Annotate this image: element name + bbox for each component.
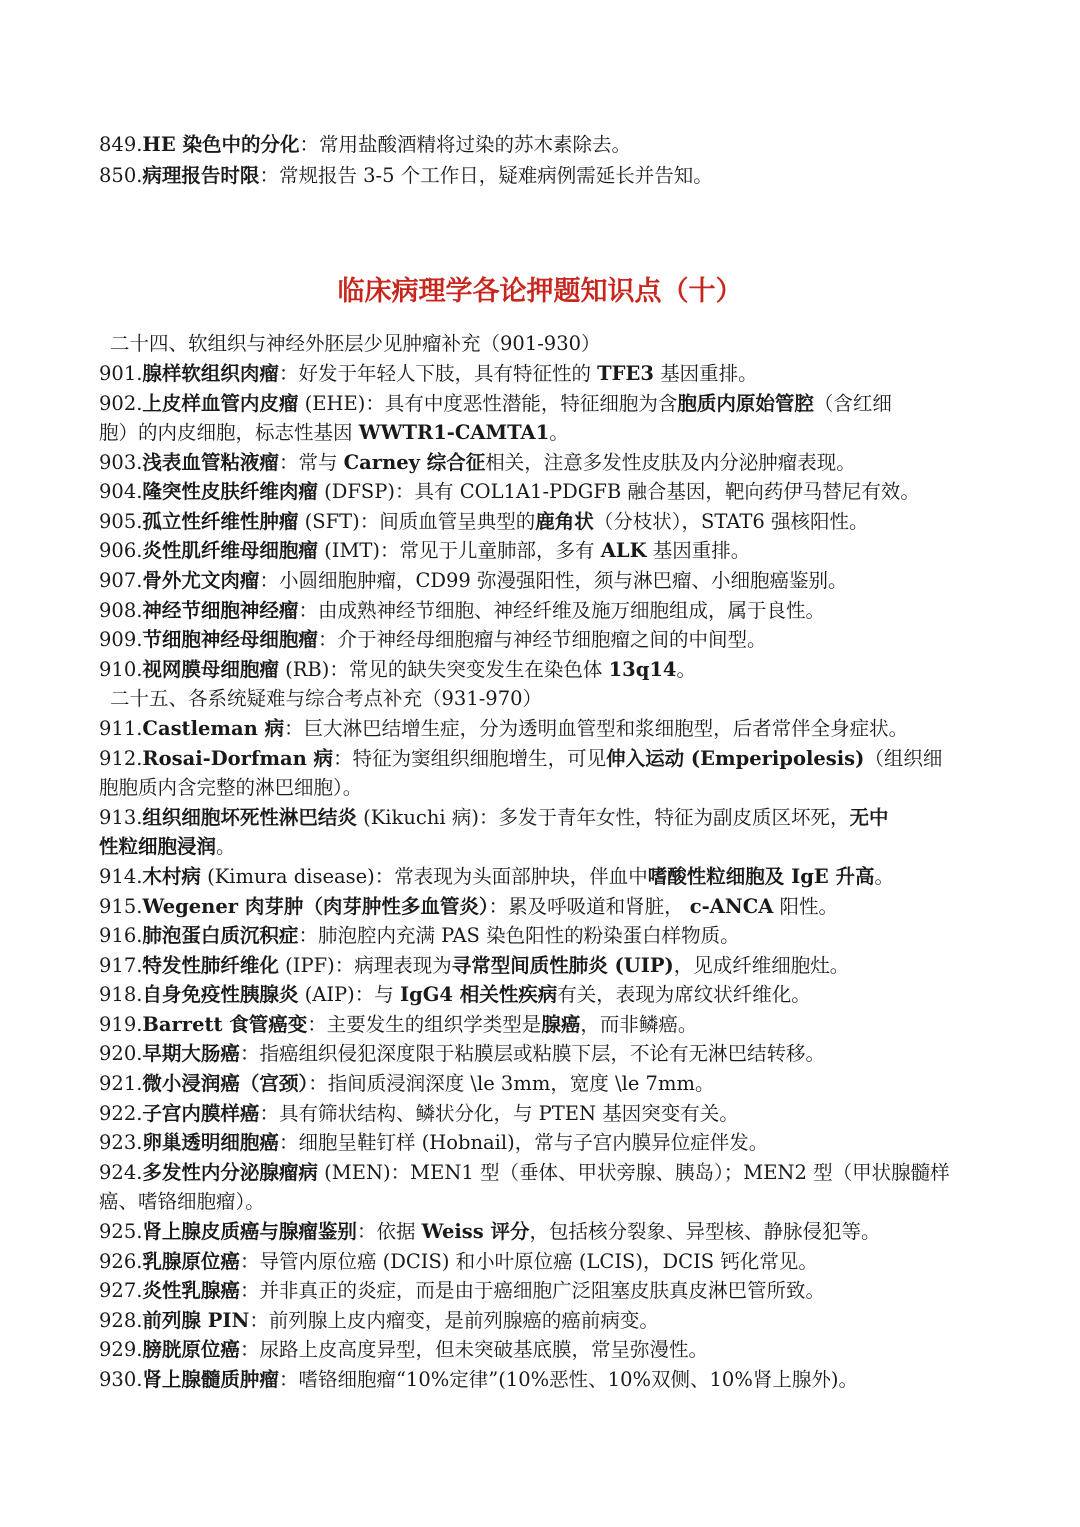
entry-text: ：导管内原位癌 (DCIS) 和小叶原位癌 (LCIS)，DCIS 钙化常见。 [239, 1250, 818, 1273]
entry-text: 927. [99, 1279, 143, 1302]
entry-text: 926. [99, 1250, 143, 1273]
entry-text: 923. [99, 1131, 143, 1154]
entry-text: 癌、嗜铬细胞瘤）。 [99, 1190, 265, 1213]
entry-term: 病理报告时限 [142, 164, 260, 187]
entry-text: （分枝状），STAT6 强核阳性。 [593, 510, 869, 533]
entry-line [99, 803, 1040, 833]
entry-text: 909. [99, 628, 143, 651]
entry-text: (AIP)：与 [298, 983, 400, 1006]
entry-term: 膀胱原位癌 [142, 1338, 240, 1361]
entry-text: (IPF)：病理表现为 [278, 954, 452, 977]
entry-term: 木村病 [142, 865, 201, 888]
entry-text: 919. [99, 1013, 143, 1036]
entry-text: (RB)：常见的缺失突变发生在染色体 [278, 658, 609, 681]
entry-text: ，而非鳞癌。 [580, 1013, 698, 1036]
entry-term: Wegener 肉芽肿（肉芽肿性多血管炎） [142, 895, 489, 918]
entry-term: 微小浸润癌（宫颈） [142, 1072, 309, 1095]
entry-continuation [99, 832, 1040, 862]
entry-term: 乳腺原位癌 [142, 1250, 240, 1273]
entry-text: 904. [99, 480, 143, 503]
entry-term: 嗜酸性粒细胞及 IgE 升高 [647, 865, 875, 888]
entry-term: 骨外尤文肉瘤 [142, 569, 260, 592]
entry-term: 早期大肠癌 [142, 1042, 240, 1065]
entry-term: 腺样软组织肉瘤 [142, 362, 279, 385]
entry-text: 918. [99, 983, 143, 1006]
entry-text: 908. [99, 599, 143, 622]
entry-term: 自身免疫性胰腺炎 [142, 983, 299, 1006]
entry-line [99, 1069, 1040, 1099]
page-title: 临床病理学各论押题知识点（十） [337, 276, 743, 307]
entry-text: ：细胞呈鞋钉样 (Hobnail)，常与子宫内膜异位症伴发。 [278, 1131, 769, 1154]
entry-text: 930. [99, 1368, 143, 1391]
entry-text: 929. [99, 1338, 143, 1361]
entry-text: ：常用盐酸酒精将过染的苏木素除去。 [299, 133, 632, 156]
entry-text: 911. [99, 717, 143, 740]
entry-text: 胞胞质内含完整的淋巴细胞）。 [99, 776, 363, 799]
entry-text: (DFSP)：具有 COL1A1-PDGFB 融合基因，靶向药伊马替尼有效。 [317, 480, 920, 503]
entry-text: ：尿路上皮高度异型，但未突破基底膜，常呈弥漫性。 [239, 1338, 708, 1361]
entry-text: 915. [99, 895, 143, 918]
entry-text: 914. [99, 865, 143, 888]
entry-text: 。 [676, 658, 696, 681]
entry-term: 性粒细胞浸润 [99, 835, 217, 858]
entry-term: IgG4 相关性疾病 [399, 983, 558, 1006]
entry-term: 浅表血管粘液瘤 [142, 451, 279, 474]
entry-text: 。 [549, 421, 569, 444]
entry-continuation [99, 418, 1040, 448]
entry-line [99, 655, 1040, 685]
entry-text: (MEN)：MEN1 型（垂体、甲状旁腺、胰岛）；MEN2 型（甲状腺髓样 [317, 1161, 950, 1184]
entry-text: 胞）的内皮细胞，标志性基因 [99, 421, 359, 444]
entry-text: ：指癌组织侵犯深度限于粘膜层或粘膜下层，不论有无淋巴结转移。 [239, 1042, 825, 1065]
entry-text: 925. [99, 1220, 143, 1243]
entry-text: ：具有筛状结构、鳞状分化，与 PTEN 基因突变有关。 [259, 1102, 739, 1125]
entry-line [99, 714, 1040, 744]
entry-text: （含红细 [813, 392, 892, 415]
entry-term: Castleman 病 [142, 717, 285, 740]
entry-text: ：主要发生的组织学类型是 [307, 1013, 542, 1036]
entry-term: 组织细胞坏死性淋巴结炎 [142, 806, 357, 829]
entry-text: ：指间质浸润深度 \le 3mm，宽度 \le 7mm。 [308, 1072, 715, 1095]
entry-line [99, 862, 1040, 892]
entry-term: 视网膜母细胞瘤 [142, 658, 279, 681]
entry-text: ：肺泡腔内充满 PAS 染色阳性的粉染蛋白样物质。 [298, 924, 740, 947]
entry-text: (SFT)：间质血管呈典型的 [298, 510, 536, 533]
entry-text: ：嗜铬细胞瘤“10%定律”(10%恶性、10%双侧、10%肾上腺外)。 [278, 1368, 858, 1391]
entry-term: 鹿角状 [535, 510, 594, 533]
entry-line [99, 625, 1040, 655]
entry-text: ：由成熟神经节细胞、神经纤维及施万细胞组成，属于良性。 [298, 599, 825, 622]
entry-line [99, 1217, 1040, 1247]
section-heading [110, 684, 1040, 714]
entry-text: 基因重排。 [653, 362, 758, 385]
entry-line [99, 161, 1040, 191]
entry-text: 二十五、各系统疑难与综合考点补充（931-970） [110, 687, 543, 710]
entry-text: 907. [99, 569, 143, 592]
entry-text: 922. [99, 1102, 143, 1125]
entry-text: 924. [99, 1161, 143, 1184]
entry-text: 有关，表现为席纹状纤维化。 [557, 983, 811, 1006]
entry-text: (IMT)：常见于儿童肺部，多有 [317, 539, 601, 562]
entry-term: 肺泡蛋白质沉积症 [142, 924, 299, 947]
entry-text: ，见成纤维细胞灶。 [673, 954, 850, 977]
entry-text: 基因重排。 [646, 539, 751, 562]
entry-term: 无中 [849, 806, 889, 829]
entry-text: 二十四、软组织与神经外胚层少见肿瘤补充（901-930） [110, 332, 601, 355]
entry-text: 912. [99, 747, 143, 770]
entry-text: (EHE)：具有中度恶性潜能，特征细胞为含 [298, 392, 678, 415]
entry-line [99, 1099, 1040, 1129]
entry-line [99, 921, 1040, 951]
entry-line [99, 507, 1040, 537]
entry-term: c-ANCA [689, 895, 774, 918]
entry-term: 孤立性纤维性肿瘤 [142, 510, 299, 533]
entry-line [99, 596, 1040, 626]
entry-line [99, 980, 1040, 1010]
entry-text: （组织细 [864, 747, 943, 770]
entry-line [99, 1128, 1040, 1158]
entry-term: Carney 综合征 [343, 451, 486, 474]
entry-text: ：累及呼吸道和肾脏， [488, 895, 690, 918]
entry-text: 。 [874, 865, 895, 888]
entry-line [99, 130, 1040, 160]
entry-line [99, 1039, 1040, 1069]
entry-term: 伸入运动 (Emperipolesis) [606, 747, 865, 770]
entry-line [99, 1365, 1040, 1395]
entry-text: ：常规报告 3-5 个工作日，疑难病例需延长并告知。 [259, 164, 713, 187]
entry-line [99, 477, 1040, 507]
entry-term: 胞质内原始管腔 [677, 392, 814, 415]
entry-term: 13q14 [608, 658, 677, 681]
entry-text: 905. [99, 510, 143, 533]
entry-term: 肾上腺髓质肿瘤 [142, 1368, 279, 1391]
entry-text: 阳性。 [773, 895, 839, 918]
entry-text: ：依据 [356, 1220, 422, 1243]
entry-term: 前列腺 PIN [142, 1309, 250, 1332]
entry-term: 炎性肌纤维母细胞瘤 [142, 539, 318, 562]
entry-term: ALK [600, 539, 647, 562]
entry-term: 隆突性皮肤纤维肉瘤 [142, 480, 318, 503]
entry-term: 神经节细胞神经瘤 [142, 599, 299, 622]
entry-text: 906. [99, 539, 143, 562]
entry-term: Barrett 食管癌变 [142, 1013, 308, 1036]
entry-text: (Kimura disease)：常表现为头面部肿块，伴血中 [200, 865, 648, 888]
entry-term: 上皮样血管内皮瘤 [142, 392, 299, 415]
entry-line [99, 389, 1040, 419]
entry-line [99, 892, 1040, 922]
entry-text: 920. [99, 1042, 143, 1065]
entry-text: 916. [99, 924, 143, 947]
entry-term: 卵巢透明细胞癌 [142, 1131, 279, 1154]
entry-line [99, 1335, 1040, 1365]
entry-text: 917. [99, 954, 143, 977]
entry-text: 921. [99, 1072, 143, 1095]
entry-text: 849. [99, 133, 143, 156]
entry-text: 903. [99, 451, 143, 474]
entry-line [99, 951, 1040, 981]
entry-line [99, 1276, 1040, 1306]
entry-term: Rosai-Dorfman 病 [142, 747, 334, 770]
entry-line [99, 1158, 1040, 1188]
entry-term: 寻常型间质性肺炎 (UIP) [451, 954, 674, 977]
entry-term: 肾上腺皮质癌与腺瘤鉴别 [142, 1220, 357, 1243]
entry-text: 910. [99, 658, 143, 681]
entry-line [99, 566, 1040, 596]
entry-term: 炎性乳腺癌 [142, 1279, 240, 1302]
entry-text: ：常与 [278, 451, 344, 474]
entry-term: WWTR1-CAMTA1 [358, 421, 550, 444]
entry-text: ，包括核分裂象、异型核、静脉侵犯等。 [529, 1220, 881, 1243]
entry-text: ：特征为窦组织细胞增生，可见 [333, 747, 607, 770]
entry-line [99, 1010, 1040, 1040]
entry-text: ：好发于年轻人下肢，具有特征性的 [278, 362, 598, 385]
section-heading [110, 329, 1040, 359]
entry-text: ：前列腺上皮内瘤变，是前列腺癌的癌前病变。 [249, 1309, 659, 1332]
entry-term: 子宫内膜样癌 [142, 1102, 260, 1125]
entry-text: ：巨大淋巴结增生症，分为透明血管型和浆细胞型，后者常伴全身症状。 [284, 717, 909, 740]
entry-continuation [99, 773, 1040, 803]
entry-text: 902. [99, 392, 143, 415]
entry-line [99, 1306, 1040, 1336]
entry-line [99, 744, 1040, 774]
entry-text: ：并非真正的炎症，而是由于癌细胞广泛阻塞皮肤真皮淋巴管所致。 [239, 1279, 825, 1302]
entry-text: (Kikuchi 病)：多发于青年女性，特征为副皮质区坏死， [356, 806, 850, 829]
entry-text: ：小圆细胞肿瘤，CD99 弥漫强阳性，须与淋巴瘤、小细胞癌鉴别。 [259, 569, 848, 592]
entry-text: 相关，注意多发性皮肤及内分泌肿瘤表现。 [485, 451, 856, 474]
entry-text: 850. [99, 164, 143, 187]
entry-line [99, 359, 1040, 389]
entry-term: 特发性肺纤维化 [142, 954, 279, 977]
entry-continuation [99, 1187, 1040, 1217]
entry-line [99, 536, 1040, 566]
entry-text: 928. [99, 1309, 143, 1332]
entry-term: TFE3 [597, 362, 654, 385]
entry-term: 腺癌 [541, 1013, 581, 1036]
entry-text: 913. [99, 806, 143, 829]
entry-term: 节细胞神经母细胞瘤 [142, 628, 318, 651]
entry-term: Weiss 评分 [421, 1220, 530, 1243]
entry-text: 901. [99, 362, 143, 385]
entry-term: 多发性内分泌腺瘤病 [142, 1161, 318, 1184]
entry-line [99, 1247, 1040, 1277]
entry-text: ：介于神经母细胞瘤与神经节细胞瘤之间的中间型。 [317, 628, 767, 651]
entry-text: 。 [216, 835, 236, 858]
entry-line [99, 448, 1040, 478]
entry-term: HE 染色中的分化 [142, 133, 300, 156]
